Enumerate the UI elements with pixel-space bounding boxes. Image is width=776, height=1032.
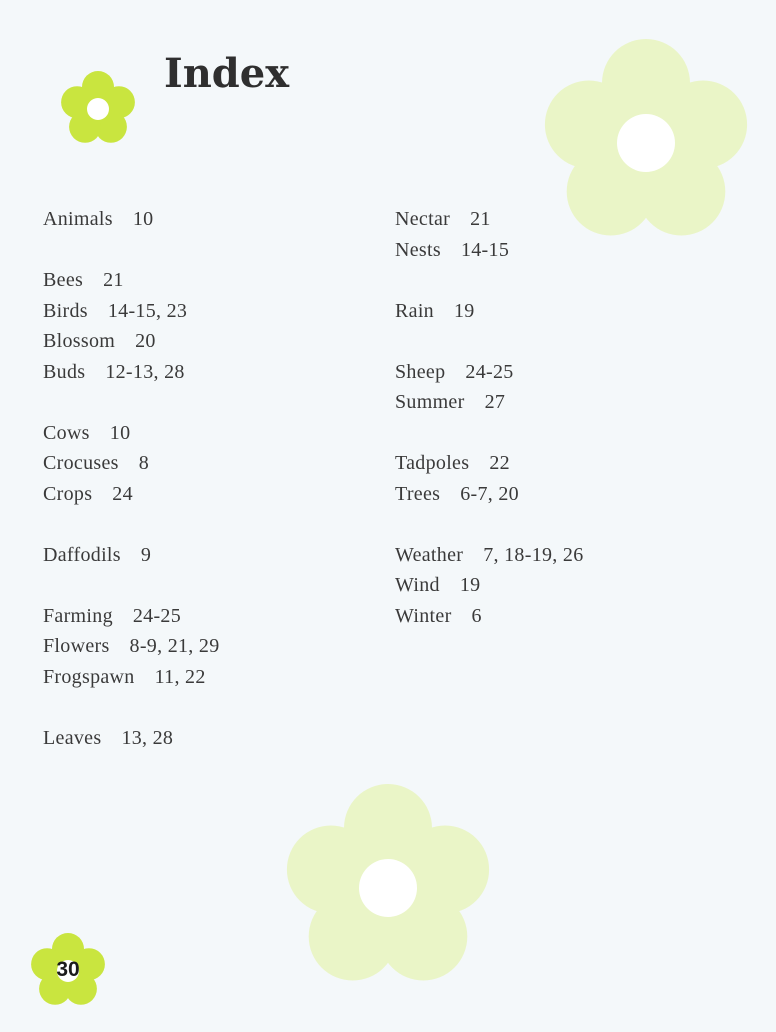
index-term: Cows <box>43 421 90 444</box>
index-pages: 8-9, 21, 29 <box>129 635 220 657</box>
index-pages: 24-25 <box>132 604 182 627</box>
index-term: Birds <box>43 299 88 322</box>
index-entry <box>395 540 584 571</box>
flower-icon <box>273 773 503 1003</box>
index-entry <box>395 204 584 235</box>
index-entry <box>43 204 220 235</box>
index-term: Frogspawn <box>43 665 135 688</box>
index-pages: 10 <box>109 421 131 444</box>
index-entry <box>395 479 584 510</box>
index-term: Crocuses <box>43 452 119 474</box>
index-pages: 10 <box>132 208 154 230</box>
index-term: Sheep <box>395 360 446 383</box>
index-term: Nests <box>395 238 441 261</box>
index-term: Winter <box>395 604 452 627</box>
index-pages: 24 <box>112 482 133 505</box>
index-entry <box>43 357 220 388</box>
index-term: Weather <box>395 543 464 566</box>
page-number: 30 <box>56 958 80 981</box>
index-pages: 14-15, 23 <box>107 299 188 322</box>
index-pages: 9 <box>140 543 152 566</box>
index-pages: 27 <box>484 391 506 413</box>
index-entry <box>43 296 220 327</box>
index-entry <box>43 601 220 632</box>
index-pages: 7, 18-19, 26 <box>483 543 584 566</box>
index-term: Trees <box>395 482 441 505</box>
index-entry <box>395 235 584 266</box>
index-term: Animals <box>43 208 113 230</box>
index-term: Bees <box>43 269 84 291</box>
index-entry <box>43 723 220 754</box>
index-term: Rain <box>395 299 434 322</box>
index-term: Summer <box>395 391 465 413</box>
index-pages: 19 <box>459 574 481 596</box>
index-term: Daffodils <box>43 543 121 566</box>
index-term: Buds <box>43 360 86 383</box>
flower-petal <box>545 81 633 169</box>
index-pages: 14-15 <box>460 238 510 261</box>
index-pages: 12-13, 28 <box>105 360 185 383</box>
index-pages: 8 <box>138 452 150 474</box>
index-pages: 20 <box>135 330 156 352</box>
index-entry <box>43 326 220 357</box>
index-term: Tadpoles <box>395 452 470 474</box>
index-entry <box>43 662 220 693</box>
index-entry <box>395 570 584 601</box>
index-column-right <box>395 204 584 631</box>
index-pages: 21 <box>470 208 491 230</box>
index-pages: 22 <box>489 452 510 474</box>
index-entry <box>395 296 584 327</box>
index-pages: 19 <box>453 299 475 322</box>
flower-icon <box>53 64 143 154</box>
index-column-left <box>43 204 220 753</box>
index-pages: 6-7, 20 <box>460 482 519 505</box>
index-entry <box>395 357 584 388</box>
index-entry <box>43 479 220 510</box>
index-term: Nectar <box>395 208 451 230</box>
index-entry <box>395 601 584 632</box>
index-entry <box>395 387 584 418</box>
index-term: Blossom <box>43 330 116 352</box>
index-pages: 11, 22 <box>154 665 206 688</box>
index-term: Farming <box>43 604 113 627</box>
page-title: Index <box>164 50 290 97</box>
index-term: Flowers <box>43 635 110 657</box>
index-term: Leaves <box>43 726 102 749</box>
index-entry <box>43 540 220 571</box>
index-term: Crops <box>43 482 93 505</box>
index-pages: 24-25 <box>465 360 514 383</box>
index-pages: 21 <box>103 269 124 291</box>
index-term: Wind <box>395 574 440 596</box>
flower-petal <box>287 826 375 914</box>
index-pages: 6 <box>471 604 482 627</box>
index-entry <box>43 448 220 479</box>
index-entry <box>43 265 220 296</box>
index-pages: 13, 28 <box>121 726 174 749</box>
index-entry <box>43 631 220 662</box>
index-entry <box>395 448 584 479</box>
index-entry <box>43 418 220 449</box>
